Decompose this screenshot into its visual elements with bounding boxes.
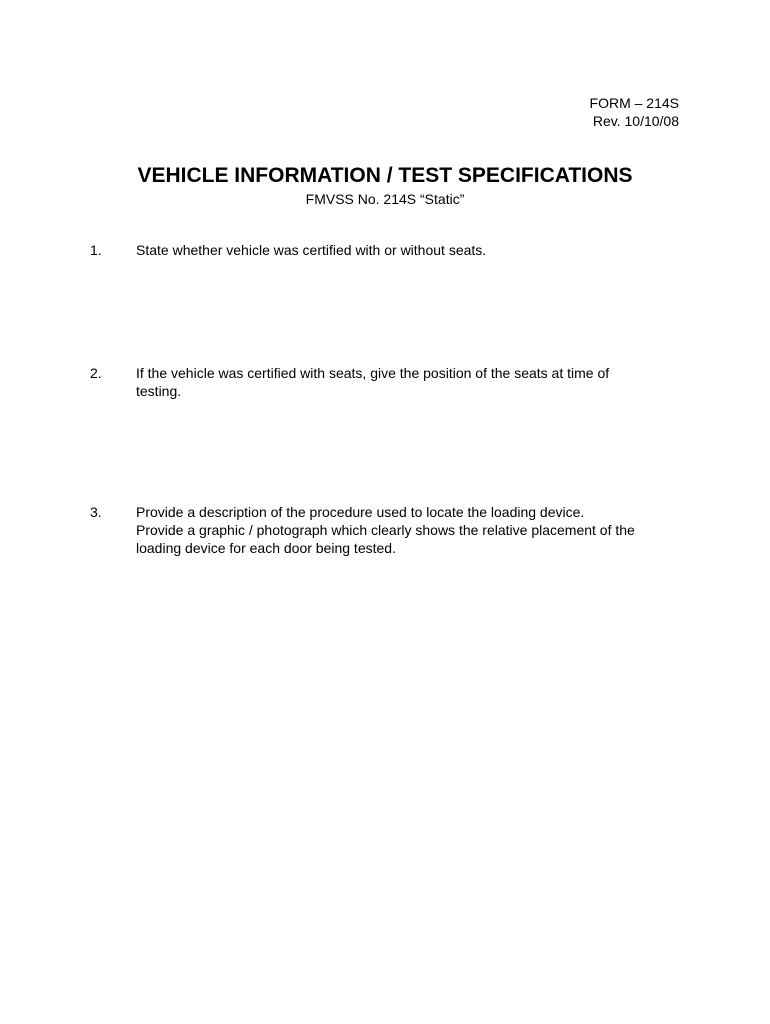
question-line: testing. xyxy=(136,383,182,399)
form-identifier xyxy=(590,94,679,130)
question-item-1 xyxy=(90,241,690,259)
question-line: State whether vehicle was certified with or without seats. xyxy=(136,242,487,258)
question-line: Provide a description of the procedure used to locate the loading device. xyxy=(136,504,585,520)
question-item-3 xyxy=(90,503,690,557)
question-text xyxy=(136,364,686,400)
question-text xyxy=(136,503,686,557)
question-text xyxy=(136,241,686,259)
question-number: 1. xyxy=(90,242,102,258)
question-line: loading device for each door being tested. xyxy=(136,540,396,556)
question-number: 2. xyxy=(90,365,102,381)
form-number: FORM – 214S xyxy=(589,95,679,111)
page-title: VEHICLE INFORMATION / TEST SPECIFICATIONS xyxy=(137,164,633,187)
question-line: If the vehicle was certified with seats, give the position of the seats at time of xyxy=(136,365,610,381)
revision-date: Rev. 10/10/08 xyxy=(592,113,679,129)
question-line: Provide a graphic / photograph which clearly shows the relative placement of the xyxy=(136,522,635,538)
question-number: 3. xyxy=(90,504,102,520)
page-subtitle: FMVSS No. 214S “Static” xyxy=(305,191,465,207)
question-item-2 xyxy=(90,364,690,400)
